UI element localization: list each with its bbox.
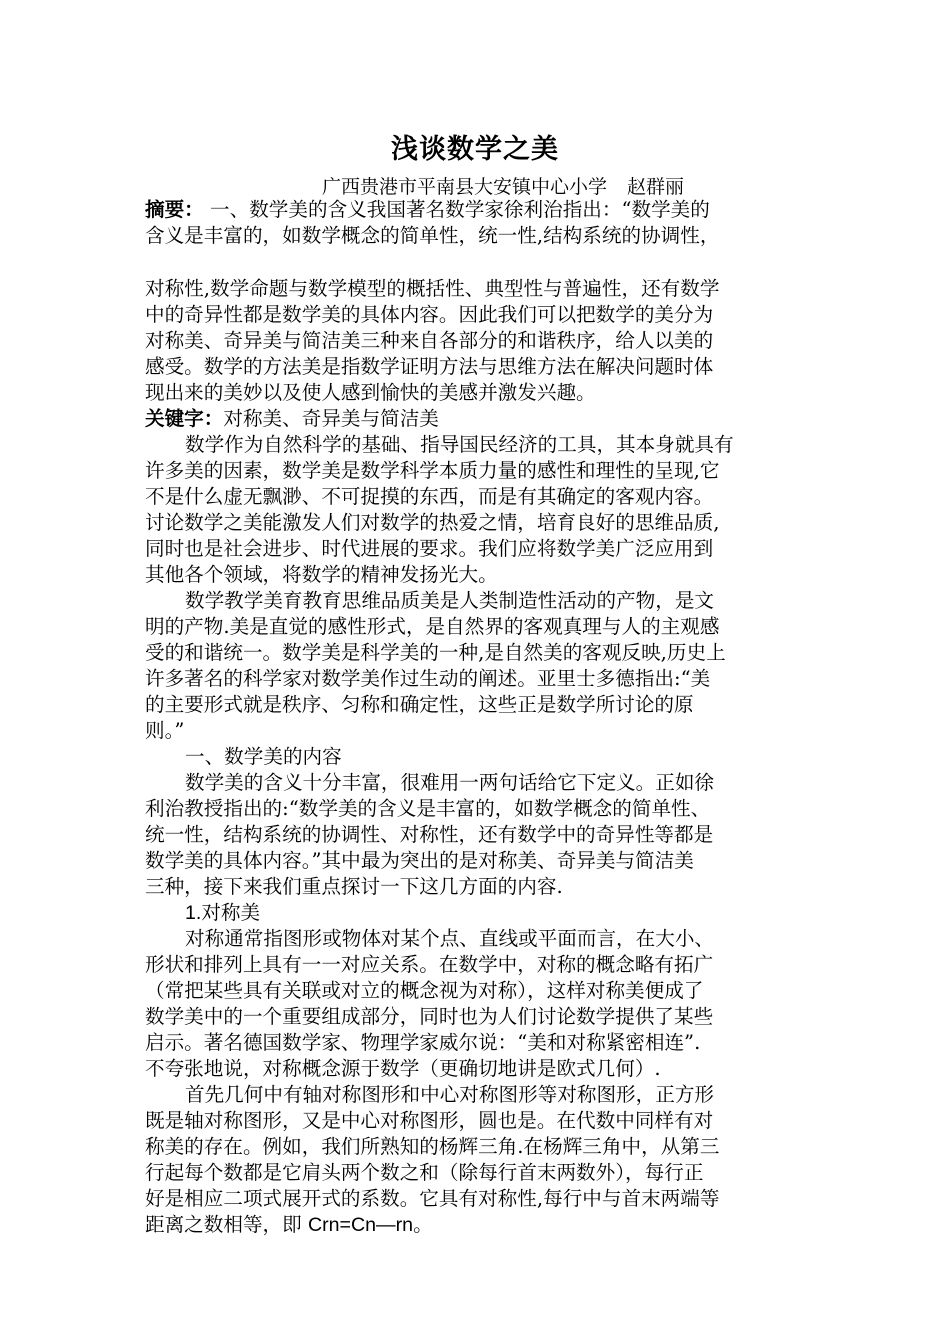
paragraph-line: 则。”	[145, 719, 185, 742]
paragraph-last-line: 距离之数相等，即 Crn=Cn—rn。	[145, 1213, 433, 1236]
paragraph-line: 数学美的具体内容。”其中最为突出的是对称美、奇异美与简洁美	[145, 849, 694, 872]
paragraph-line: 对称通常指图形或物体对某个点、直线或平面而言，在大小、	[185, 927, 715, 950]
author-school: 广西贵港市平南县大安镇中心小学	[322, 176, 608, 198]
paragraph-line: 讨论数学之美能激发人们对数学的热爱之情，培育良好的思维品质,	[145, 511, 720, 534]
paragraph-line: 数学教学美育教育思维品质美是人类制造性活动的产物，是文	[185, 589, 715, 612]
paragraph-line: 形状和排列上具有一一对应关系。在数学中，对称的概念略有拓广	[145, 953, 714, 976]
paragraph-line: （常把某些具有关联或对立的概念视为对称），这样对称美便成了	[145, 979, 704, 1002]
section-heading: 一、数学美的内容	[185, 745, 342, 768]
paragraph-line: 同时也是社会进步、时代进展的要求。我们应将数学美广泛应用到	[145, 537, 714, 560]
subsection-heading	[145, 900, 809, 926]
document-body	[145, 197, 809, 1238]
paragraph-line: 受的和谐统一。数学美是科学美的一种,是自然美的客观反映,历史上	[145, 641, 726, 664]
author-name: 赵群丽	[627, 176, 685, 198]
paragraph-line: 不是什么虚无飘渺、不可捉摸的东西，而是有其确定的客观内容。	[145, 485, 714, 508]
paragraph-line: 利治教授指出的:“数学美的含义是丰富的，如数学概念的简单性、	[145, 797, 711, 820]
abstract-line-5: 对称美、奇异美与简洁美三种来自各部分的和谐秩序，给人以美的	[145, 329, 714, 352]
paragraph-line: 数学美中的一个重要组成部分，同时也为人们讨论数学提供了某些	[145, 1005, 714, 1028]
paragraph-line: 的主要形式就是秩序、匀称和确定性，这些正是数学所讨论的原	[145, 693, 694, 716]
paragraph-line: 既是轴对称图形，又是中心对称图形，圆也是。在代数中同样有对	[145, 1109, 714, 1132]
paragraph-line: 明的产物.美是直觉的感性形式，是自然界的客观真理与人的主观感	[145, 615, 720, 638]
keywords-label: 关键字：	[145, 407, 224, 430]
keywords-line	[145, 406, 809, 432]
keywords-text: 对称美、奇异美与简洁美	[223, 407, 439, 430]
paragraph-line: 启示。著名德国数学家、物理学家威尔说：“美和对称紧密相连”.	[145, 1031, 701, 1054]
abstract-line-4: 中的奇异性都是数学美的具体内容。因此我们可以把数学的美分为	[145, 303, 714, 326]
abstract-line-1: 摘要： 一、数学美的含义我国著名数学家徐利治指出：“数学美的	[145, 198, 710, 221]
paragraph-line: 许多著名的科学家对数学美作过生动的阐述。亚里士多德指出:“美	[145, 667, 711, 690]
abstract-line-3: 对称性,数学命题与数学模型的概括性、典型性与普遍性，还有数学	[145, 277, 720, 300]
paragraph-line: 其他各个领域，将数学的精神发扬光大。	[145, 563, 498, 586]
paragraph-line: 行起每个数都是它肩头两个数之和（除每行首末两数外），每行正	[145, 1161, 704, 1184]
document-title: 浅谈数学之美	[391, 134, 559, 165]
abstract-line-2: 含义是丰富的，如数学概念的简单性，统一性,结构系统的协调性，	[145, 224, 720, 247]
paragraph-line: 首先几何中有轴对称图形和中心对称图形等对称图形，正方形	[185, 1083, 715, 1106]
subsection-title: 对称美	[201, 901, 261, 924]
abstract-label: 摘要：	[145, 198, 204, 221]
paragraph-line: 数学作为自然科学的基础、指导国民经济的工具，其本身就具有	[185, 433, 734, 456]
abstract-line-6: 感受。数学的方法美是指数学证明方法与思维方法在解决问题时体	[145, 355, 714, 378]
paragraph-line: 好是相应二项式展开式的系数。它具有对称性,每行中与首末两端等	[145, 1187, 720, 1210]
formula: Crn=Cn—rn	[307, 1214, 414, 1236]
paragraph-line: 不夸张地说，对称概念源于数学（更确切地讲是欧式几何）.	[145, 1057, 661, 1080]
paragraph-line: 统一性，结构系统的协调性、对称性，还有数学中的奇异性等都是	[145, 823, 714, 846]
paragraph-line: 称美的存在。例如，我们所熟知的杨辉三角.在杨辉三角中，从第三	[145, 1135, 720, 1158]
subsection-number: 1.	[185, 902, 202, 924]
paragraph-line: 许多美的因素，数学美是数学科学本质力量的感性和理性的呈现,它	[145, 459, 720, 482]
paragraph-line: 三种，接下来我们重点探讨一下这几方面的内容.	[145, 875, 563, 898]
abstract-line-7: 现出来的美妙以及使人感到愉快的美感并激发兴趣。	[145, 381, 596, 404]
paragraph-line: 数学美的含义十分丰富，很难用一两句话给它下定义。正如徐	[185, 771, 715, 794]
